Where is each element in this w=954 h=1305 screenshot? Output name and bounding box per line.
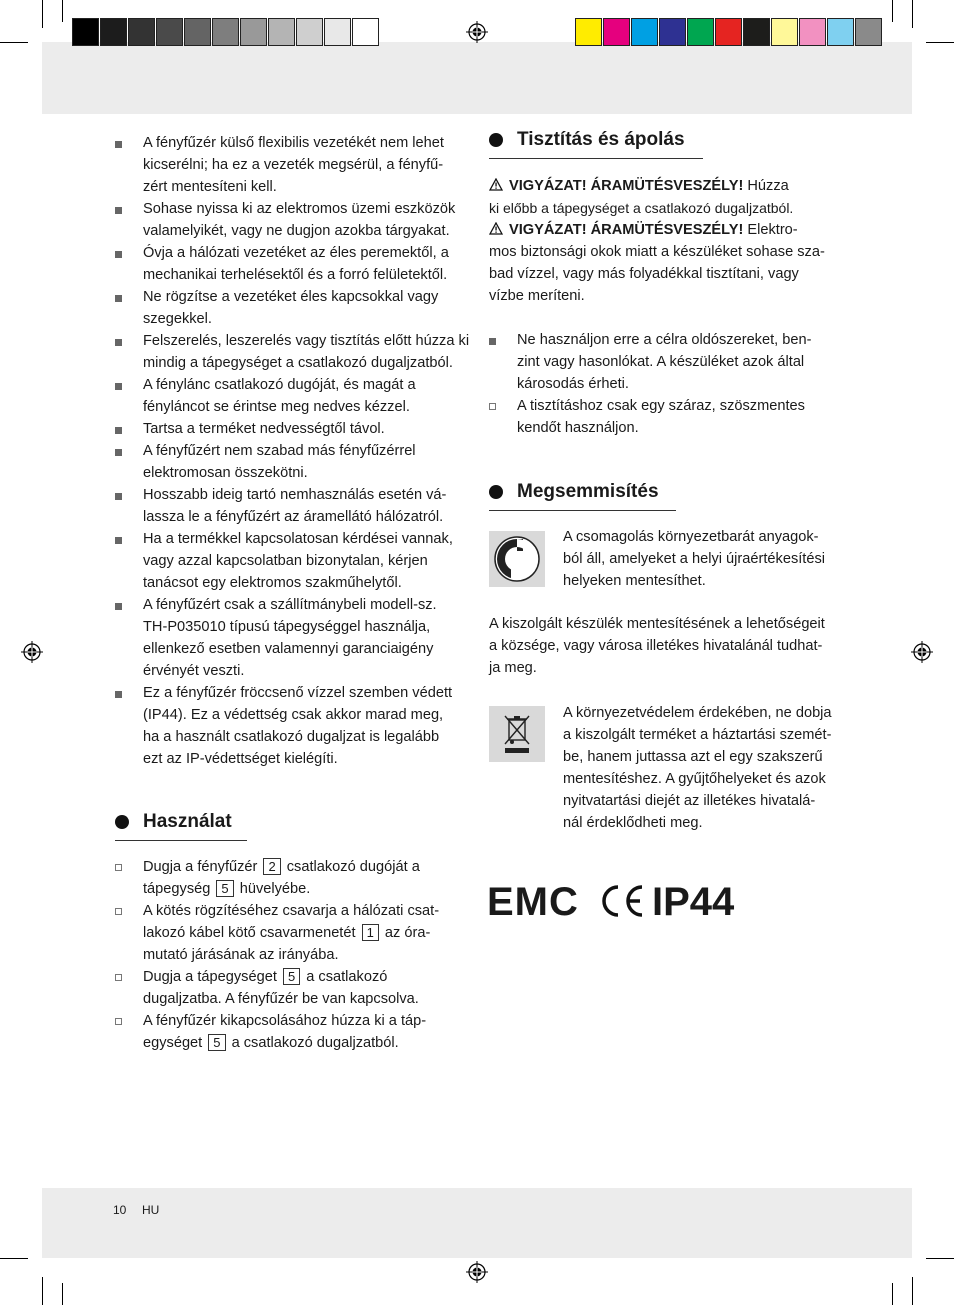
warning-1	[489, 175, 849, 220]
list-item	[115, 484, 470, 528]
step-text: lakozó kábel kötő csavarmenetét	[143, 925, 356, 941]
bullet	[115, 493, 122, 500]
language-code: HU	[142, 1203, 160, 1217]
safety-list	[115, 132, 470, 770]
color-swatch	[184, 18, 211, 46]
item-line: vagy azzal kapcsolatban bizonytalan, kérjen	[143, 553, 428, 569]
color-swatch	[324, 18, 351, 46]
warning-text: Elektro-	[743, 222, 798, 238]
disposal-text-1	[563, 526, 853, 592]
color-swatch	[631, 18, 658, 46]
part-number: 5	[216, 880, 233, 897]
warning-triangle-icon	[489, 178, 503, 191]
item-line: A fényfűzért csak a szállítmánybeli modell-sz.	[143, 597, 437, 613]
text-line: A környezetvédelem érdekében, ne dobja	[563, 705, 832, 721]
weee-bin-icon	[489, 706, 545, 762]
warning-triangle-icon	[489, 222, 503, 235]
color-swatch	[268, 18, 295, 46]
item-line: TH-P035010 típusú tápegységgel használja,	[143, 619, 431, 635]
heading-underline	[489, 158, 703, 159]
emc-mark: EMC	[487, 880, 579, 924]
step-text: egységet	[143, 1035, 203, 1051]
crossed-bin-icon	[489, 706, 545, 762]
color-swatch	[687, 18, 714, 46]
item-line: kicserélni; ha ez a vezeték megsérül, a fényfű-	[143, 157, 444, 173]
crop-mark	[62, 1283, 63, 1305]
step-text: mutató járásának az irányába.	[143, 947, 339, 963]
warning-text: ki előbb a tápegységet a csatlakozó dugaljzatból.	[489, 200, 794, 216]
ce-mark	[596, 884, 646, 918]
text-line: nyitvatartási diejét az illetékes hivatalá-	[563, 793, 816, 809]
list-item	[115, 132, 470, 198]
crop-mark	[62, 0, 63, 22]
item-line: ha a használt csatlakozó dugaljzat is legalább	[143, 729, 440, 745]
text-line: ja meg.	[489, 660, 537, 676]
warning-text: Húzza	[743, 178, 789, 194]
list-item	[115, 1010, 475, 1054]
registration-mark-icon	[466, 21, 488, 43]
cleaning-list	[489, 329, 849, 439]
usage-steps	[115, 856, 475, 1054]
text-line: a kiszolgált terméket a háztartási szemét-	[563, 727, 832, 743]
step-text: csatlakozó dugóját a	[286, 859, 420, 875]
bullet	[115, 383, 122, 390]
step-text: dugaljzatba. A fényfűzér be van kapcsolva.	[143, 991, 419, 1007]
warning-text: bad vízzel, vagy más folyadékkal tisztítani, vagy	[489, 266, 799, 282]
recycling-icon	[489, 531, 545, 587]
color-swatch	[240, 18, 267, 46]
item-line: károsodás érheti.	[517, 376, 629, 392]
item-line: fényláncot se érintse meg nedves kézzel.	[143, 399, 410, 415]
text-line: mentesítéshez. A gyűjtőhelyeket és azok	[563, 771, 826, 787]
item-line: A fénylánc csatlakozó dugóját, és magát a	[143, 377, 416, 393]
bullet	[115, 691, 122, 698]
step-text: Dugja a tápegységet	[143, 969, 277, 985]
registration-mark-icon	[466, 1261, 488, 1283]
crop-mark	[912, 0, 913, 28]
list-item	[489, 395, 849, 439]
checkbox-bullet	[115, 864, 122, 871]
item-line: mechanikai terhelésektől és a forró felületektől.	[143, 267, 448, 283]
item-line: Ha a termékkel kapcsolatosan kérdései vannak,	[143, 531, 453, 547]
item-line: zint vagy hasonlókat. A készüléket azok által	[517, 354, 805, 370]
checkbox-bullet	[115, 974, 122, 981]
checkbox-bullet	[115, 908, 122, 915]
heading-text: Megsemmisítés	[517, 481, 659, 502]
item-line: Óvja a hálózati vezetéket az éles peremektől, a	[143, 245, 449, 261]
bullet	[115, 207, 122, 214]
step-text: a csatlakozó dugaljzatból.	[231, 1035, 399, 1051]
crop-mark	[912, 1277, 913, 1305]
bullet	[115, 251, 122, 258]
item-line: A fényfűzér külső flexibilis vezetékét nem lehet	[143, 135, 444, 151]
heading-bullet-icon	[489, 133, 503, 147]
list-item	[115, 900, 475, 966]
item-line: valamelyikét, vagy ne dugjon azokba tárgyakat.	[143, 223, 450, 239]
bullet	[115, 339, 122, 346]
warning-label: VIGYÁZAT! ÁRAMÜTÉSVESZÉLY!	[509, 222, 744, 238]
heading-bullet-icon	[489, 485, 503, 499]
list-item	[115, 966, 475, 1010]
item-line: zért mentesíteni kell.	[143, 179, 277, 195]
step-text: a csatlakozó	[306, 969, 388, 985]
item-line: Ne használjon erre a célra oldószereket, ben-	[517, 332, 812, 348]
header-band	[42, 42, 912, 114]
list-item	[115, 418, 470, 440]
ip44-mark: IP44	[652, 880, 735, 924]
crop-mark	[0, 42, 28, 43]
bullet	[489, 338, 496, 345]
list-item	[115, 856, 475, 900]
color-swatch	[715, 18, 742, 46]
color-swatch	[212, 18, 239, 46]
item-line: ellenkező esetben valamennyi garanciaigény	[143, 641, 434, 657]
green-dot-icon	[489, 531, 545, 587]
list-item	[115, 198, 470, 242]
list-item	[115, 374, 470, 418]
warning-label: VIGYÁZAT! ÁRAMÜTÉSVESZÉLY!	[509, 178, 744, 194]
heading-text: Tisztítás és ápolás	[517, 129, 685, 150]
step-text: az óra-	[384, 925, 431, 941]
heading-text: Használat	[143, 811, 232, 832]
color-swatch	[128, 18, 155, 46]
bullet	[115, 537, 122, 544]
step-text: tápegység	[143, 881, 211, 897]
step-text: A fényfűzér kikapcsolásához húzza ki a táp-	[143, 1013, 427, 1029]
item-line: lassza le a fényfűzért az áramellátó hálózatról.	[143, 509, 444, 525]
color-swatch	[100, 18, 127, 46]
crop-mark	[892, 1283, 893, 1305]
list-item	[115, 682, 470, 770]
color-swatch	[743, 18, 770, 46]
registration-mark-icon	[21, 641, 43, 663]
crop-mark	[0, 1258, 28, 1259]
item-line: elektromosan összekötni.	[143, 465, 308, 481]
step-text: A kötés rögzítéséhez csavarja a hálózati csat-	[143, 903, 440, 919]
warning-text: vízbe meríteni.	[489, 288, 585, 304]
text-line: a községe, vagy városa illetékes hivatalánál tudhat-	[489, 638, 823, 654]
text-line: nál érdeklődheti meg.	[563, 815, 703, 831]
item-line: érvényét veszti.	[143, 663, 245, 679]
crop-mark	[892, 0, 893, 22]
color-swatch	[156, 18, 183, 46]
item-line: Tartsa a terméket nedvességtől távol.	[143, 421, 385, 437]
bullet	[115, 295, 122, 302]
item-line: kendőt használjon.	[517, 420, 639, 436]
text-line: ból áll, amelyeket a helyi újraértékesítési	[563, 551, 826, 567]
color-swatch	[771, 18, 798, 46]
item-line: (IP44). Ez a védettség csak akkor marad meg,	[143, 707, 444, 723]
item-line: Ez a fényfűzér fröccsenő vízzel szemben védett	[143, 685, 453, 701]
list-item	[115, 528, 470, 594]
item-line: szegekkel.	[143, 311, 212, 327]
item-line: Sohase nyissa ki az elektromos üzemi eszközök	[143, 201, 456, 217]
color-swatch	[72, 18, 99, 46]
item-line: Ne rögzítse a vezetéket éles kapcsokkal vagy	[143, 289, 439, 305]
color-swatch	[827, 18, 854, 46]
warning-text: mos biztonsági okok miatt a készüléket sohase sza-	[489, 244, 825, 260]
color-swatch	[799, 18, 826, 46]
list-item	[489, 329, 849, 395]
step-text: Dugja a fényfűzér	[143, 859, 258, 875]
list-item	[115, 242, 470, 286]
checkbox-bullet	[115, 1018, 122, 1025]
bullet	[115, 427, 122, 434]
crop-mark	[42, 1277, 43, 1305]
bullet	[115, 141, 122, 148]
list-item	[115, 440, 470, 484]
part-number: 1	[362, 924, 379, 941]
item-line: tanácsot egy elektromos szakműhelytől.	[143, 575, 402, 591]
item-line: Felszerelés, leszerelés vagy tisztítás előtt húzza ki	[143, 333, 470, 349]
list-item	[115, 286, 470, 330]
bullet	[115, 449, 122, 456]
text-line: helyeken mentesíthet.	[563, 573, 706, 589]
heading-underline	[115, 840, 247, 841]
disposal-text-2	[489, 613, 854, 679]
color-swatch	[575, 18, 602, 46]
part-number: 2	[263, 858, 280, 875]
item-line: A fényfűzért nem szabad más fényfűzérrel	[143, 443, 416, 459]
heading-underline	[489, 510, 676, 511]
item-line: ezt az IP-védettséget kielégíti.	[143, 751, 338, 767]
registration-mark-icon	[911, 641, 933, 663]
disposal-text-3	[563, 702, 853, 834]
color-swatch	[659, 18, 686, 46]
ce-mark-icon	[596, 884, 646, 918]
step-text: hüvelyébe.	[239, 881, 311, 897]
page-number: 10	[113, 1203, 127, 1217]
bullet	[115, 603, 122, 610]
warning-2	[489, 219, 849, 307]
part-number: 5	[283, 968, 300, 985]
color-swatch	[352, 18, 379, 46]
crop-mark	[926, 42, 954, 43]
item-line: A tisztításhoz csak egy száraz, szöszmentes	[517, 398, 805, 414]
crop-mark	[926, 1258, 954, 1259]
footer-band	[42, 1188, 912, 1258]
text-line: be, hanem juttassa azt el egy szakszerű	[563, 749, 823, 765]
crop-mark	[42, 0, 43, 28]
part-number: 5	[208, 1034, 225, 1051]
checkbox-bullet	[489, 403, 496, 410]
text-line: A csomagolás környezetbarát anyagok-	[563, 529, 819, 545]
list-item	[115, 594, 470, 682]
heading-bullet-icon	[115, 815, 129, 829]
text-line: A kiszolgált készülék mentesítésének a lehetőségeit	[489, 616, 825, 632]
color-swatch	[603, 18, 630, 46]
color-swatch	[296, 18, 323, 46]
list-item	[115, 330, 470, 374]
item-line: mindig a tápegységet a csatlakozó dugaljzatból.	[143, 355, 453, 371]
color-swatch	[855, 18, 882, 46]
item-line: Hosszabb ideig tartó nemhasználás esetén vá-	[143, 487, 447, 503]
